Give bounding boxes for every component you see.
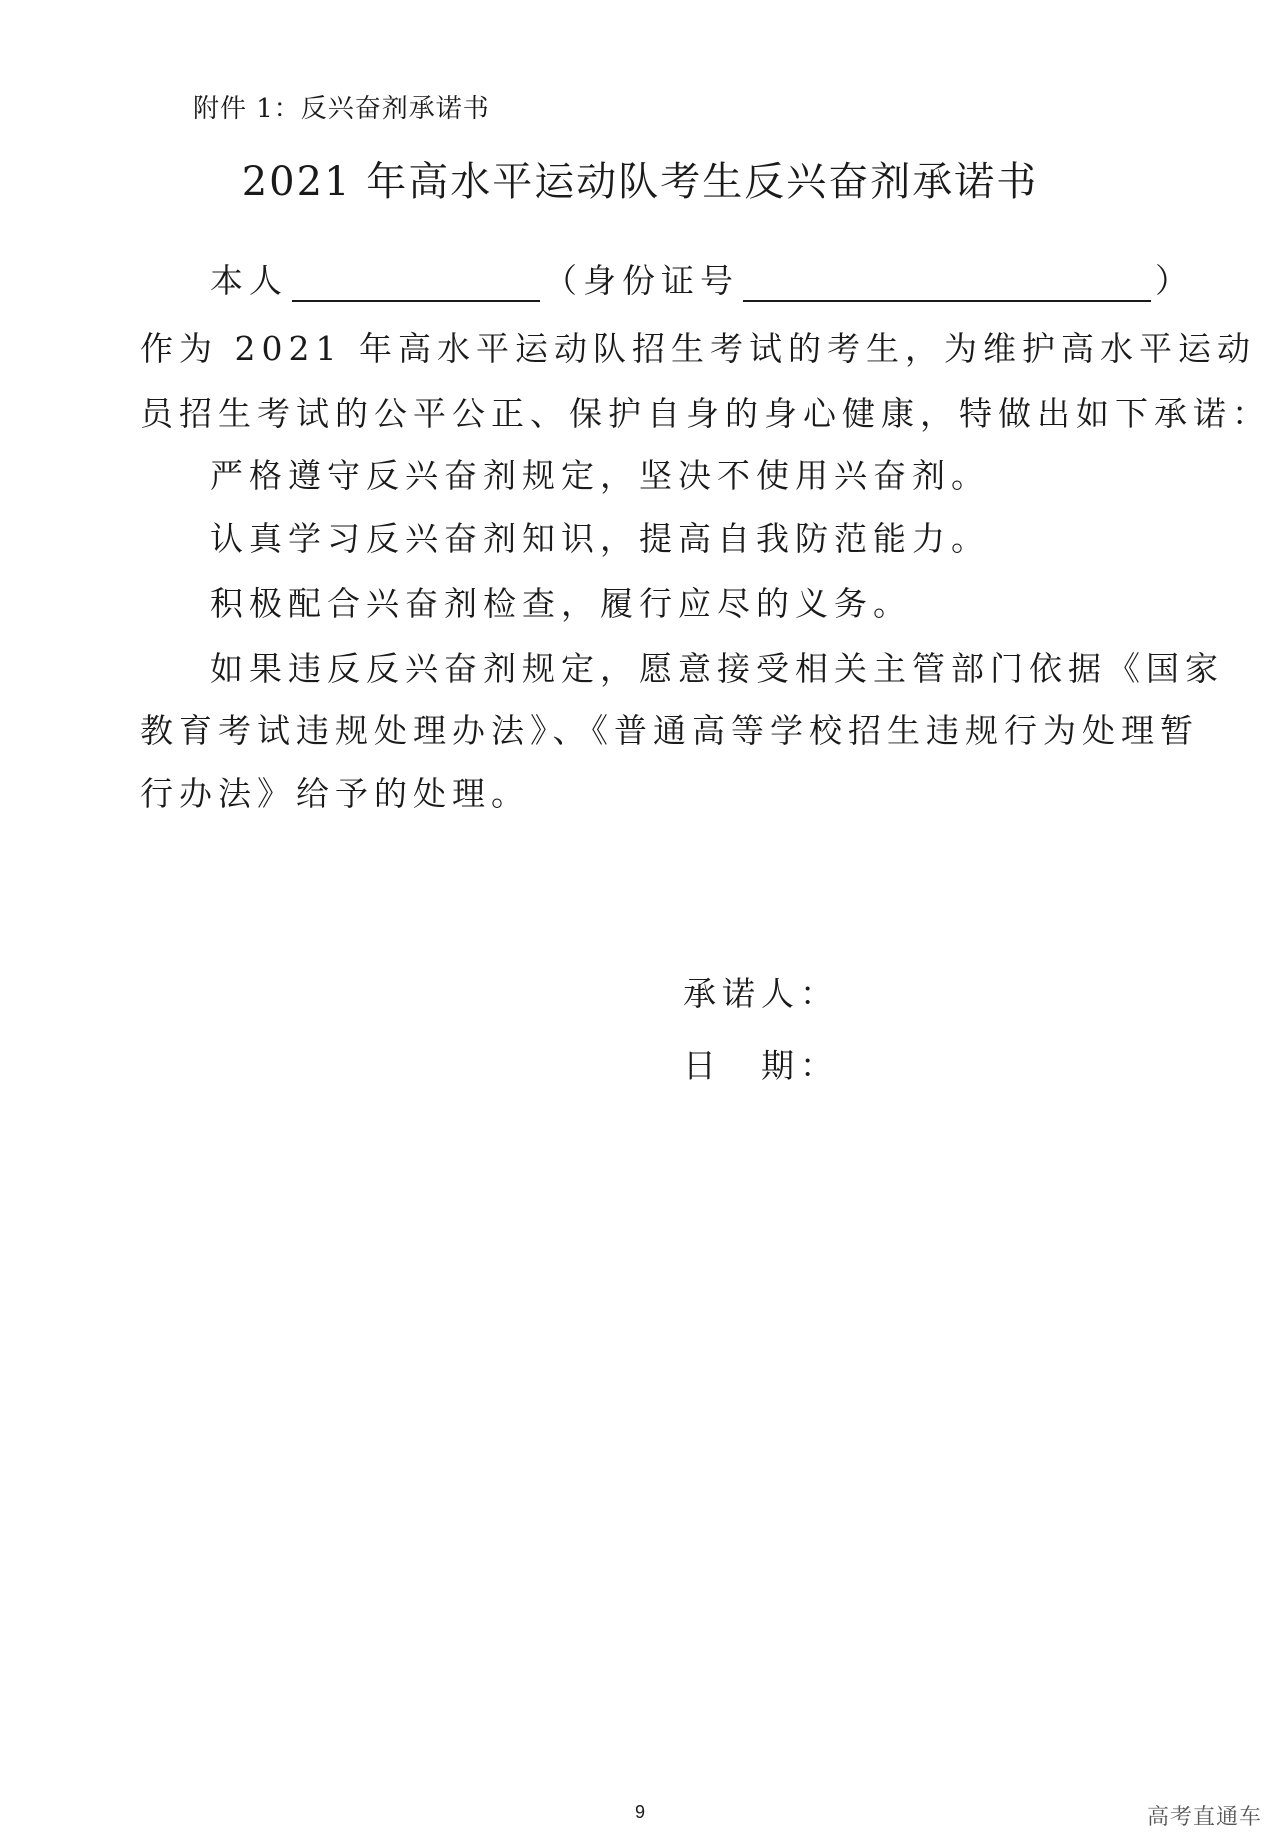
name-blank bbox=[292, 264, 540, 302]
body-line-2: 员招生考试的公平公正、保护自身的身心健康，特做出如下承诺： bbox=[140, 394, 1271, 433]
commitment-2: 认真学习反兴奋剂知识，提高自我防范能力。 bbox=[210, 519, 990, 558]
watermark-text: 高考直通车 bbox=[1146, 1805, 1262, 1830]
intro-prefix: 本人 bbox=[210, 261, 288, 300]
consequence-line-2: 教育考试违规处理办法》、《普通高等学校招生违规行为处理暂 bbox=[140, 711, 1199, 750]
intro-suffix: ） bbox=[1155, 261, 1194, 300]
date-label: 日 期： bbox=[683, 1046, 839, 1085]
consequence-line-1: 如果违反反兴奋剂规定，愿意接受相关主管部门依据《国家 bbox=[210, 649, 1224, 688]
body-line-1: 作为 2021 年高水平运动队招生考试的考生，为维护高水平运动 bbox=[140, 329, 1256, 368]
attachment-label: 附件 1：反兴奋剂承诺书 bbox=[193, 94, 490, 124]
commitment-3: 积极配合兴奋剂检查，履行应尽的义务。 bbox=[210, 584, 912, 623]
document-title: 2021 年高水平运动队考生反兴奋剂承诺书 bbox=[241, 159, 1039, 205]
id-label: （身份证号 bbox=[544, 261, 739, 300]
page-number: 9 bbox=[634, 1802, 645, 1822]
signer-label: 承诺人： bbox=[683, 974, 839, 1013]
id-number-blank bbox=[743, 264, 1151, 302]
intro-line bbox=[210, 255, 1194, 302]
consequence-line-3: 行办法》给予的处理。 bbox=[140, 774, 530, 813]
commitment-1: 严格遵守反兴奋剂规定，坚决不使用兴奋剂。 bbox=[210, 456, 990, 495]
